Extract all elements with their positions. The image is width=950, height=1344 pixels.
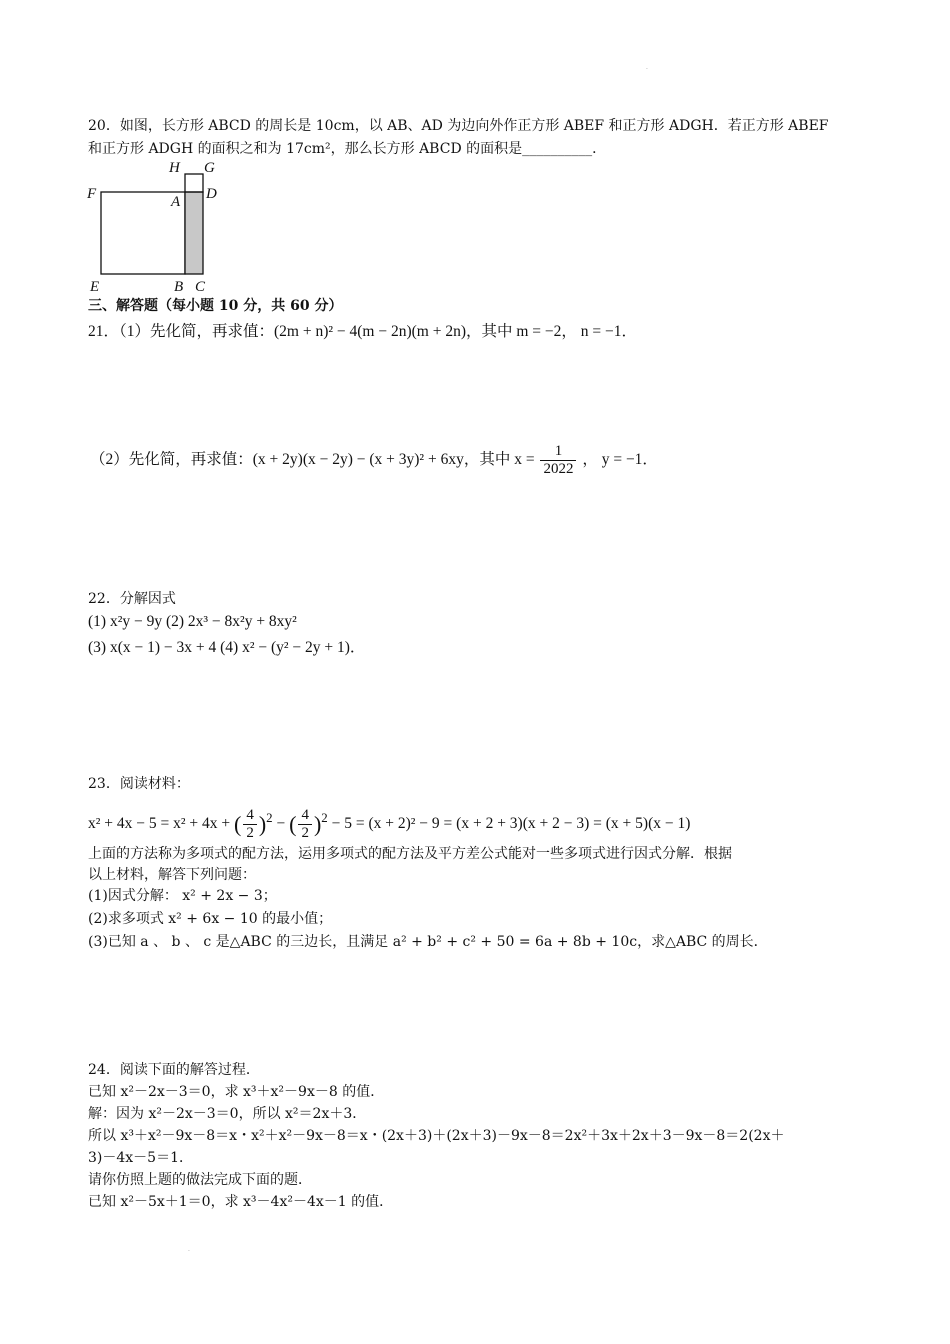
q21-part2-tail: ， y = −1． — [582, 451, 658, 468]
q23-fraction-1-numerator: 4 — [243, 807, 257, 825]
rectangle-abcd — [185, 192, 203, 274]
q21-fraction-denominator: 2022 — [543, 460, 574, 477]
label-d: D — [206, 186, 217, 202]
q23-fraction-2 — [298, 807, 312, 842]
label-f: F — [87, 186, 97, 202]
label-e: E — [90, 279, 100, 295]
q23-fraction-1 — [243, 807, 257, 842]
q21-part1: 21．（1）先化简，再求值：(2m + n)² − 4(m − 2n)(m + 2n)，其中 m = −2， n = −1． — [88, 323, 638, 340]
q23-fraction-2-numerator: 4 — [298, 807, 312, 825]
q23-text2: 以上材料，解答下列问题： — [88, 867, 256, 883]
q23-fraction-1-denominator: 2 — [246, 825, 254, 842]
q24-task: 已知 x²－5x＋1＝0，求 x³－4x²－4x－1 的值． — [88, 1194, 394, 1210]
scan-dot-top: · — [646, 66, 648, 73]
q23-text1: 上面的方法称为多项式的配方法，运用多项式的配方法及平方差公式能对一些多项式进行因式分解．根据 — [88, 846, 732, 862]
q23-title: 23．阅读材料： — [88, 776, 190, 792]
q24-title: 24．阅读下面的解答过程． — [88, 1062, 260, 1078]
q20-line2: 和正方形 ADGH 的面积之和为 17cm²，那么长方形 ABCD 的面积是__________． — [88, 141, 607, 157]
q21-part2-text: （2）先化简，再求值：(x + 2y)(x − 2y) − (x + 3y)² + 6xy，其中 x = — [90, 451, 535, 468]
q23-item1: (1)因式分解： x² + 2x − 3； — [88, 888, 277, 904]
square-adgh — [185, 174, 203, 192]
section-heading: 三、解答题（每小题 10 分，共 60 分） — [88, 298, 343, 314]
q20-line1: 20．如图，长方形 ABCD 的周长是 10cm，以 AB、AD 为边向外作正方形 ABEF 和正方形 ADGH．若正方形 ABEF — [88, 118, 829, 134]
q23-equation-end: − 5 = (x + 2)² − 9 = (x + 2 + 3)(x + 2 − 3) = (x + 5)(x − 1) — [331, 815, 691, 833]
q22-line1: (1) x²y − 9y (2) 2x³ − 8x²y + 8xy² — [88, 613, 297, 630]
label-h: H — [169, 160, 180, 176]
q23-fraction-2-denominator: 2 — [301, 825, 309, 842]
label-b: B — [174, 279, 184, 295]
q23-equation: x² + 4x − 5 = x² + 4x + ( $\frac{4}{2}$ )$^2$ − ( $\frac{4}{2}$ )$^2$ − 5 = (x + 2)² − 9 = (x + 2 + 3)(x + 2 − 3) = (x + 5)(x − 1) — [88, 807, 691, 842]
label-g: G — [204, 160, 215, 176]
q23-equation-start: x² + 4x − 5 = x² + 4x + — [88, 815, 231, 833]
label-c: C — [195, 279, 206, 295]
q23-item3: (3)已知 a 、 b 、 c 是△ABC 的三边长，且满足 a² + b² + c² + 50 = 6a + 8b + 10c，求△ABC 的周长． — [88, 934, 768, 950]
q23-item2: (2)求多项式 x² + 6x − 10 的最小值； — [88, 911, 333, 927]
q21-fraction — [540, 443, 576, 478]
rectangle-squares-figure — [84, 158, 224, 298]
label-a: A — [171, 194, 181, 210]
scan-dot-bottom: · — [188, 1248, 190, 1255]
q21-part2 — [90, 440, 658, 480]
q22-line2: (3) x(x − 1) − 3x + 4 (4) x² − (y² − 2y + 1)． — [88, 639, 366, 656]
q24-instruction: 请你仿照上题的做法完成下面的题． — [88, 1172, 312, 1188]
q21-fraction-numerator: 1 — [540, 443, 576, 461]
q22-title: 22．分解因式 — [88, 591, 176, 607]
q24-derivation: 所以 x³＋x²－9x－8＝x・x²＋x²－9x－8＝x・(2x＋3)＋(2x＋3)－9x－8＝2x²＋3x＋2x＋3－9x－8＝2(2x＋ — [88, 1128, 785, 1144]
q24-given: 已知 x²－2x－3＝0，求 x³＋x²－9x－8 的值． — [88, 1084, 385, 1100]
q24-solution: 解：因为 x²－2x－3＝0，所以 x²＝2x＋3． — [88, 1106, 367, 1122]
q24-derivation-cont: 3)－4x－5＝1． — [88, 1150, 193, 1166]
